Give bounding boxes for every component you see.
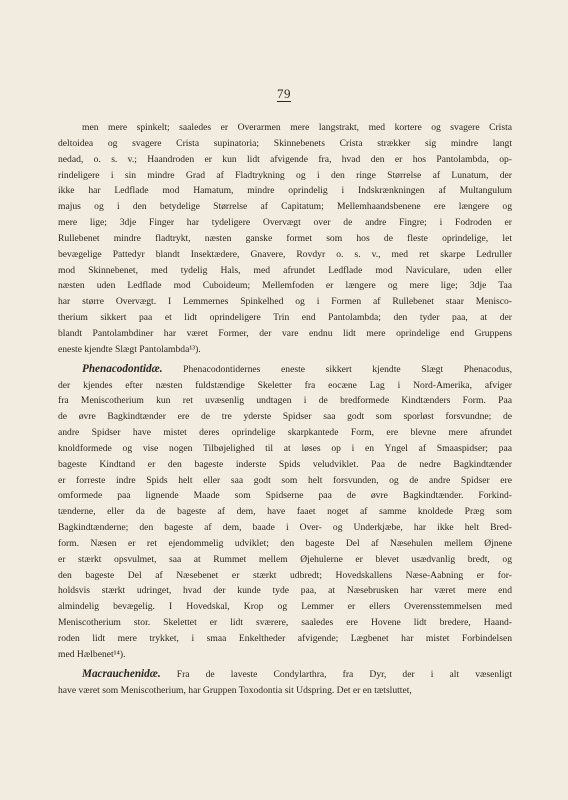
text-line: [58, 441, 512, 457]
line-text: med Hælbenet¹⁴).: [58, 648, 126, 660]
text-line: [58, 457, 512, 473]
line-text: Fra de laveste Condylarthra, fra Dyr, der i alt væsenligt: [176, 668, 512, 680]
text-line: [58, 504, 512, 520]
line-text: er stærkt opsvulmet, saa at Rummet mellem Øjehulerne er blevet usædvanlig bredt, og: [58, 553, 512, 565]
text-line: [58, 326, 512, 342]
line-text: eneste kjendte Slægt Pantolambda¹³).: [58, 343, 201, 355]
text-line: [58, 120, 512, 136]
text-line: [58, 152, 512, 168]
line-text: mod Skinnebenet, med tydelig Hals, med afrundet Ledflade mod Naviculare, uden eller: [58, 264, 512, 276]
line-text: den bageste Del af Næsebenet er stærkt udbredt; Hovedskallens Næse-Aabning er for-: [58, 569, 512, 581]
line-text: er forreste indre Spids helt eller saa godt som helt forsvunden, og de andre Spidser ere: [58, 474, 512, 486]
text-line: [58, 263, 512, 279]
text-line: [58, 647, 512, 663]
line-text: blandt Pantolambdiner har været Former, der vare endnu lidt mere oprindelige end Gruppens: [58, 327, 512, 339]
text-line: [58, 667, 512, 683]
paragraph: [58, 667, 512, 699]
section-heading: Macrauchenidæ.: [82, 667, 161, 680]
text-line: [58, 231, 512, 247]
line-text: Phenacodontidernes eneste sikkert kjendte Slægt Phenacodus,: [183, 363, 512, 375]
text-line: [58, 342, 512, 358]
text-line: [58, 393, 512, 409]
text-line: [58, 310, 512, 326]
line-text: almindelig bevægelig. I Hovedskal, Krop og Lemmer er ellers Overensstemmelsen med: [58, 601, 512, 613]
line-text: men mere spinkelt; saaledes er Overarmen mere langstrakt, med kortere og svagere Crista: [82, 122, 512, 133]
text-line: [58, 583, 512, 599]
text-line: [58, 136, 512, 152]
paragraph: [58, 362, 512, 663]
line-text: bageste Kindtand er den bageste inderste Spids veludviklet. Paa de nedre Bagkindtænder: [58, 458, 512, 470]
line-text: mere lige; 3dje Finger har tydeligere Overvægt over de andre Fingre; i Fodroden er: [58, 217, 512, 229]
text-line: [58, 294, 512, 310]
text-line: [58, 247, 512, 263]
text-line: [58, 425, 512, 441]
line-text: roden lidt mere trykket, i smaa Enkeltheder afvigende; Lægbenet har mistet Forbindelsen: [58, 633, 512, 644]
line-text: nedad, o. s. v.; Haandroden er kun lidt afvigende fra, hvad den er hos Pantolambda, op-: [58, 153, 512, 165]
text-line: [58, 520, 512, 536]
text-line: [58, 536, 512, 552]
text-line: [58, 568, 512, 584]
page-number: 79: [277, 86, 291, 101]
line-text: rindeligere i sin mindre Grad af Fladtrykning og i den ringe Størrelse af Lunatum, der: [58, 169, 512, 181]
text-line: [58, 215, 512, 231]
text-line: [58, 473, 512, 489]
line-text: deltoidea og svagere Crista supinatoria; Skinnebenets Crista strækker sig mindre langt: [58, 137, 512, 149]
line-text: tænderne, eller da de bageste af dem, have faaet noget af samme knoldede Præg som: [58, 506, 512, 518]
text-line: [58, 183, 512, 199]
line-text: har større Overvægt. I Lemmernes Spinkelhed og i Formen af Rullebenet staar Menisco-: [58, 296, 512, 308]
text-line: [58, 683, 512, 699]
line-text: ikke har Ledflade mod Hamatum, mindre oprindelig i Indskrænkningen af Multangulum: [58, 185, 512, 197]
line-text: omformede paa lignende Maade som Spidserne paa de øvre Bagkindtænder. Forkind-: [58, 490, 512, 502]
line-text: holdsvis stærkt udringet, hvad der kunde tyde paa, at Næsebrusken har været mere end: [58, 585, 512, 597]
section-heading: Phenacodontidæ.: [82, 362, 163, 375]
line-text: have været som Meniscotherium, har Gruppen Toxodontia sit Udspring. Det er en tætsluttet,: [58, 684, 412, 696]
line-text: majus og i den betydelige Størrelse af Capitatum; Mellemhaandsbenene ere længere og: [58, 201, 512, 213]
text-line: [58, 409, 512, 425]
text-line: [58, 168, 512, 184]
text-line: [58, 599, 512, 615]
line-text: andre Spidser have mistet deres oprindelige skarpkantede Form, ere blevne mere afrundet: [58, 427, 512, 439]
line-text: therium sikkert paa et lidt oprindeligere Trin end Pantolambda; den tyder paa, at der: [58, 312, 512, 324]
text-line: [58, 488, 512, 504]
text-line: [58, 278, 512, 294]
paragraph: [58, 120, 512, 358]
line-text: knoldformede og vise nogen Tilbøjelighed til at løses op i en Yngel af Smaaspidser; paa: [58, 442, 512, 454]
text-line: [58, 199, 512, 215]
text-line: [58, 378, 512, 394]
line-text: form. Næsen er ret ejendommelig udviklet; den bageste Del af Næsehulen mellem Øjnene: [58, 537, 512, 549]
line-text: næsten uden Ledflade mod Cuboideum; Mellemfoden er længere og mere lige; 3dje Taa: [58, 280, 512, 292]
line-text: Bagkindtænderne; den bageste af dem, baade i Over- og Underkjæbe, har ikke helt Bred-: [58, 522, 512, 534]
text-line: [58, 615, 512, 631]
body-text: [58, 120, 512, 698]
text-line: [58, 631, 512, 647]
text-line: [58, 362, 512, 378]
line-text: fra Meniscotherium kun ret uvæsenlig undtagen i de bredformede Kindtænders Form. Paa: [58, 395, 512, 407]
line-text: Rullebenet mindre fladtrykt, næsten ganske formet som hos de fleste oprindelige, let: [58, 232, 512, 244]
line-text: der kjendes efter næsten fuldstændige Skeletter fra eocæne Lag i Nord-Amerika, afviger: [58, 379, 512, 391]
line-text: de øvre Bagkindtænder ere de tre yderste Spidser saa godt som sporløst forsvundne; de: [58, 411, 512, 423]
line-text: bevægelige Pattedyr blandt Insektædere, Gnavere, Rovdyr o. s. v., med ret skarpe Ledruller: [58, 248, 512, 260]
line-text: Meniscotherium stor. Skelettet er lidt sværere, saaledes ere Hovene lidt bredere, Haand-: [58, 617, 512, 629]
text-line: [58, 552, 512, 568]
